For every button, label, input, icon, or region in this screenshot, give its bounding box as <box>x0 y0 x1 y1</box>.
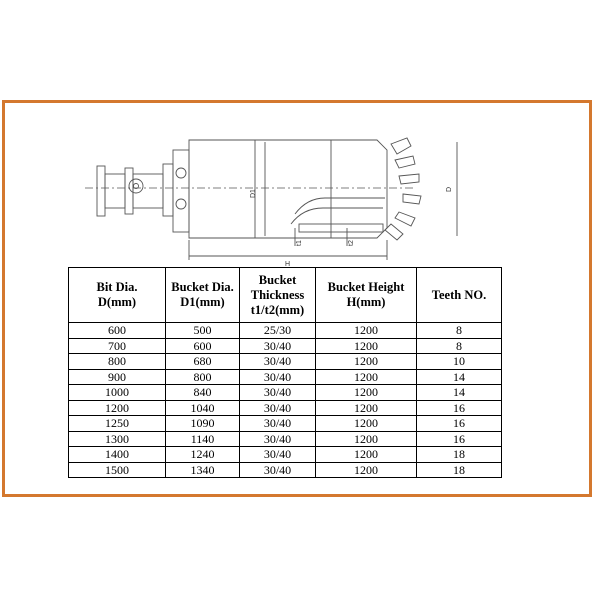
table-row <box>69 431 502 447</box>
table-header-row <box>69 268 502 323</box>
table-row <box>69 447 502 463</box>
label-h: H <box>285 261 291 268</box>
table-cell: 700 <box>69 338 166 354</box>
top-plate <box>173 150 189 232</box>
label-t1: t1 <box>296 240 303 246</box>
teeth-group <box>385 138 421 240</box>
table-cell: 1250 <box>69 416 166 432</box>
table-cell: 900 <box>69 369 166 385</box>
left-flange <box>97 166 105 216</box>
table-cell: 14 <box>417 385 502 401</box>
table-row <box>69 462 502 478</box>
header-bucket-dia: Bucket Dia. D1(mm) <box>166 268 240 323</box>
table-cell: 1090 <box>166 416 240 432</box>
table-row <box>69 323 502 339</box>
table-cell: 1200 <box>316 431 417 447</box>
table-row <box>69 354 502 370</box>
table-cell: 30/40 <box>240 431 316 447</box>
table-cell: 30/40 <box>240 447 316 463</box>
table-cell: 18 <box>417 462 502 478</box>
table-cell: 1200 <box>69 400 166 416</box>
table-cell: 600 <box>69 323 166 339</box>
table-cell: 1200 <box>316 369 417 385</box>
table-cell: 840 <box>166 385 240 401</box>
table-cell: 680 <box>166 354 240 370</box>
table-cell: 16 <box>417 431 502 447</box>
table-cell: 1000 <box>69 385 166 401</box>
table-cell: 1300 <box>69 431 166 447</box>
bolt-lower <box>176 199 186 209</box>
header-bucket-thickness: Bucket Thickness t1/t2(mm) <box>240 268 316 323</box>
table-cell: 16 <box>417 416 502 432</box>
table-cell: 18 <box>417 447 502 463</box>
bottom-curve <box>295 198 385 214</box>
table-cell: 1200 <box>316 385 417 401</box>
table-cell: 16 <box>417 400 502 416</box>
table-cell: 8 <box>417 323 502 339</box>
table-cell: 1200 <box>316 338 417 354</box>
table-cell: 10 <box>417 354 502 370</box>
label-d1: D1 <box>250 189 257 198</box>
header-teeth-no: Teeth NO. <box>417 268 502 323</box>
table-cell: 800 <box>166 369 240 385</box>
table-cell: 500 <box>166 323 240 339</box>
table-cell: 1340 <box>166 462 240 478</box>
table-cell: 1200 <box>316 447 417 463</box>
top-plate-left <box>163 164 173 216</box>
table-cell: 14 <box>417 369 502 385</box>
table-cell: 1200 <box>316 323 417 339</box>
table-row <box>69 338 502 354</box>
table-cell: 1400 <box>69 447 166 463</box>
table-cell: 1200 <box>316 416 417 432</box>
bottom-curve-inner <box>291 208 383 224</box>
table-cell: 30/40 <box>240 338 316 354</box>
table-cell: 1040 <box>166 400 240 416</box>
table-cell: 30/40 <box>240 354 316 370</box>
table-cell: 800 <box>69 354 166 370</box>
table-cell: 30/40 <box>240 385 316 401</box>
table-row <box>69 385 502 401</box>
table-row <box>69 416 502 432</box>
pin-circle <box>129 179 143 193</box>
auger-bucket-drawing <box>85 128 485 268</box>
header-bit-dia: Bit Dia. D(mm) <box>69 268 166 323</box>
table-row <box>69 400 502 416</box>
table-cell: 1200 <box>316 354 417 370</box>
table-cell: 1240 <box>166 447 240 463</box>
label-d: D <box>446 186 453 192</box>
table-cell: 1200 <box>316 462 417 478</box>
table-row <box>69 369 502 385</box>
table-cell: 25/30 <box>240 323 316 339</box>
table-cell: 30/40 <box>240 416 316 432</box>
label-t2: t2 <box>348 240 355 246</box>
table-cell: 30/40 <box>240 462 316 478</box>
mid-flange <box>125 168 133 214</box>
table-cell: 600 <box>166 338 240 354</box>
bucket-body <box>189 140 387 238</box>
kelly-box <box>105 174 125 208</box>
table-cell: 1200 <box>316 400 417 416</box>
table-cell: 8 <box>417 338 502 354</box>
table-cell: 30/40 <box>240 400 316 416</box>
bolt-upper <box>176 168 186 178</box>
table-cell: 30/40 <box>240 369 316 385</box>
table-cell: 1500 <box>69 462 166 478</box>
header-bucket-height: Bucket Height H(mm) <box>316 268 417 323</box>
spec-table <box>68 267 502 478</box>
bottom-plate <box>299 224 383 232</box>
table-cell: 1140 <box>166 431 240 447</box>
